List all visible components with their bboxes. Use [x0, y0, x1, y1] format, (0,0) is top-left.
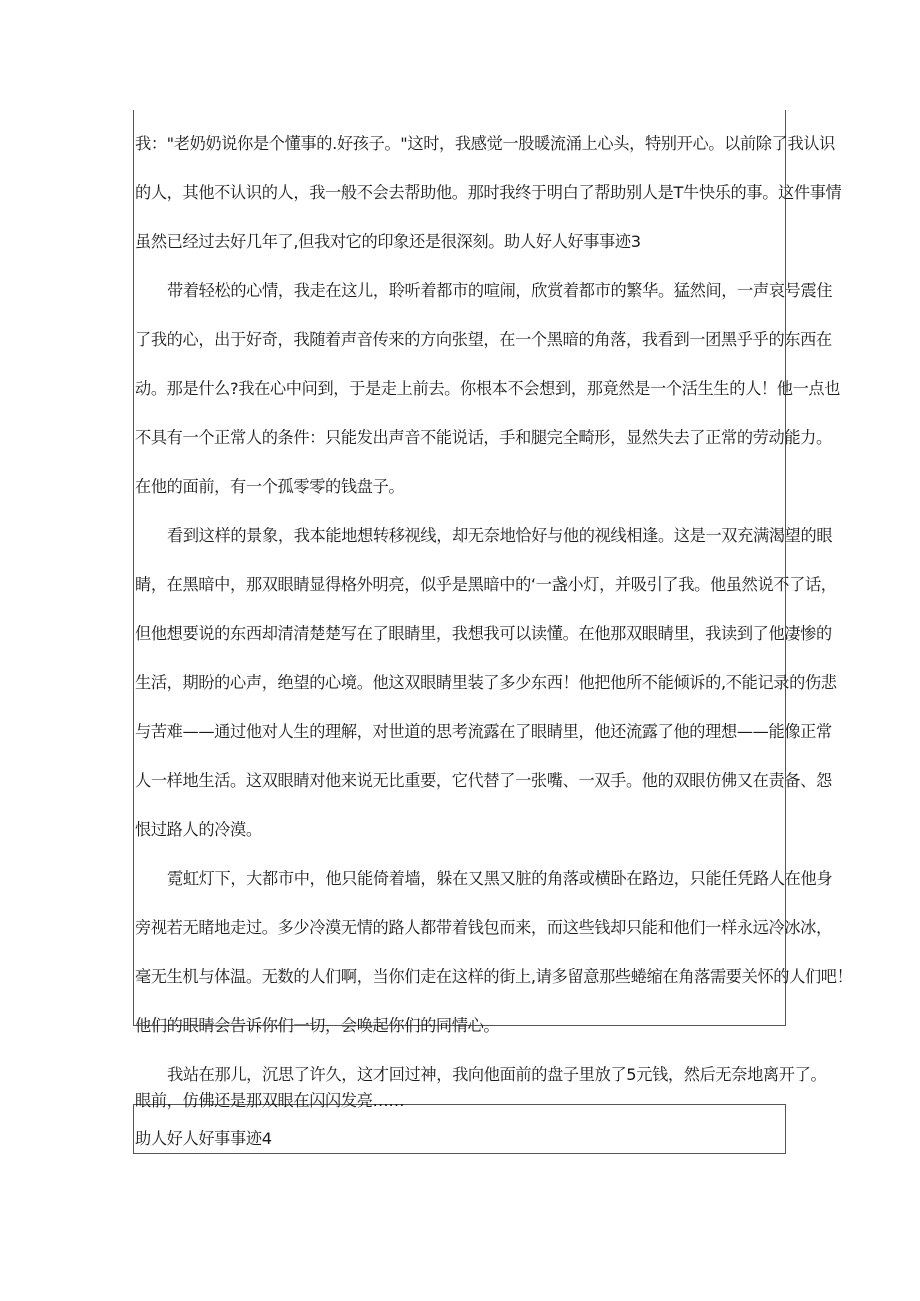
text-line: 旁视若无睹地走过。多少冷漠无情的路人都带着钱包而来，而这些钱却只能和他们一样永远冷冰冰， — [135, 918, 832, 937]
text-line: 生活，期盼的心声，绝望的心境。他这双眼睛里装了多少东西！他把他所不能倾诉的,不能记录的伤悲 — [135, 673, 837, 692]
text-line: 看到这样的景象，我本能地想转移视线，却无奈地恰好与他的视线相逢。这是一双充满渴望的眼 — [167, 526, 833, 545]
section-heading: 助人好人好事事迹4 — [135, 1129, 272, 1148]
text-line: 不具有一个正常人的条件：只能发出声音不能说话，手和腿完全畸形，显然失去了正常的劳动能力。 — [135, 428, 832, 447]
text-line: 人一样地生活。这双眼睛对他来说无比重要，它代替了一张嘴、一双手。他的双眼仿佛又在责备、怨 — [135, 771, 832, 790]
text-line: 虽然已经过去好几年了,但我对它的印象还是很深刻。助人好人好事事迹3 — [135, 232, 641, 251]
text-line: 睛，在黑暗中，那双眼睛显得格外明亮，似乎是黑暗中的‘一盏小灯，并吸引了我。他虽然说不了话， — [135, 575, 837, 594]
text-line: 他们的眼睛会告诉你们一切，会唤起你们的同情心。 — [135, 1016, 500, 1035]
text-line: 动。那是什么?我在心中问到，于是走上前去。你根本不会想到，那竟然是一个活生生的人！他一点也 — [135, 379, 841, 398]
text-line: 与苦难——通过他对人生的理解，对世道的思考流露在了眼睛里，他还流露了他的理想——能像正常 — [135, 722, 832, 741]
text-line: 带着轻松的心情，我走在这儿，聆听着都市的喧闹，欣赏着都市的繁华。猛然间，一声哀号震住 — [167, 281, 833, 300]
text-line: 眼前，仿佛还是那双眼在闪闪发亮…… — [135, 1091, 405, 1110]
text-line: 我站在那儿，沉思了许久，这才回过神，我向他面前的盘子里放了5元钱，然后无奈地离开了。 — [167, 1065, 827, 1084]
text-line: 毫无生机与体温。无数的人们啊，当你们走在这样的街上,请多留意那些蜷缩在角落需要关怀的人们吧！ — [135, 967, 853, 986]
text-line: 我："老奶奶说你是个懂事的.好孩子。"这时，我感觉一股暖流涌上心头，特别开心。以前除了我认识 — [135, 134, 835, 153]
text-line: 在他的面前，有一个孤零零的钱盘子。 — [135, 477, 405, 496]
text-line: 了我的心，出于好奇，我随着声音传来的方向张望，在一个黑暗的角落，我看到一团黑乎乎的东西在 — [135, 330, 832, 349]
text-line: 霓虹灯下，大都市中，他只能倚着墙，躲在又黑又脏的角落或横卧在路边，只能任凭路人在他身 — [167, 869, 833, 888]
text-line: 恨过路人的冷漠。 — [135, 820, 262, 839]
text-line: 的人，其他不认识的人，我一般不会去帮助他。那时我终于明白了帮助别人是T牛快乐的事。这件事情 — [135, 183, 842, 202]
text-line: 但他想要说的东西却清清楚楚写在了眼睛里，我想我可以读懂。在他那双眼睛里，我读到了他凄惨的 — [135, 624, 832, 643]
